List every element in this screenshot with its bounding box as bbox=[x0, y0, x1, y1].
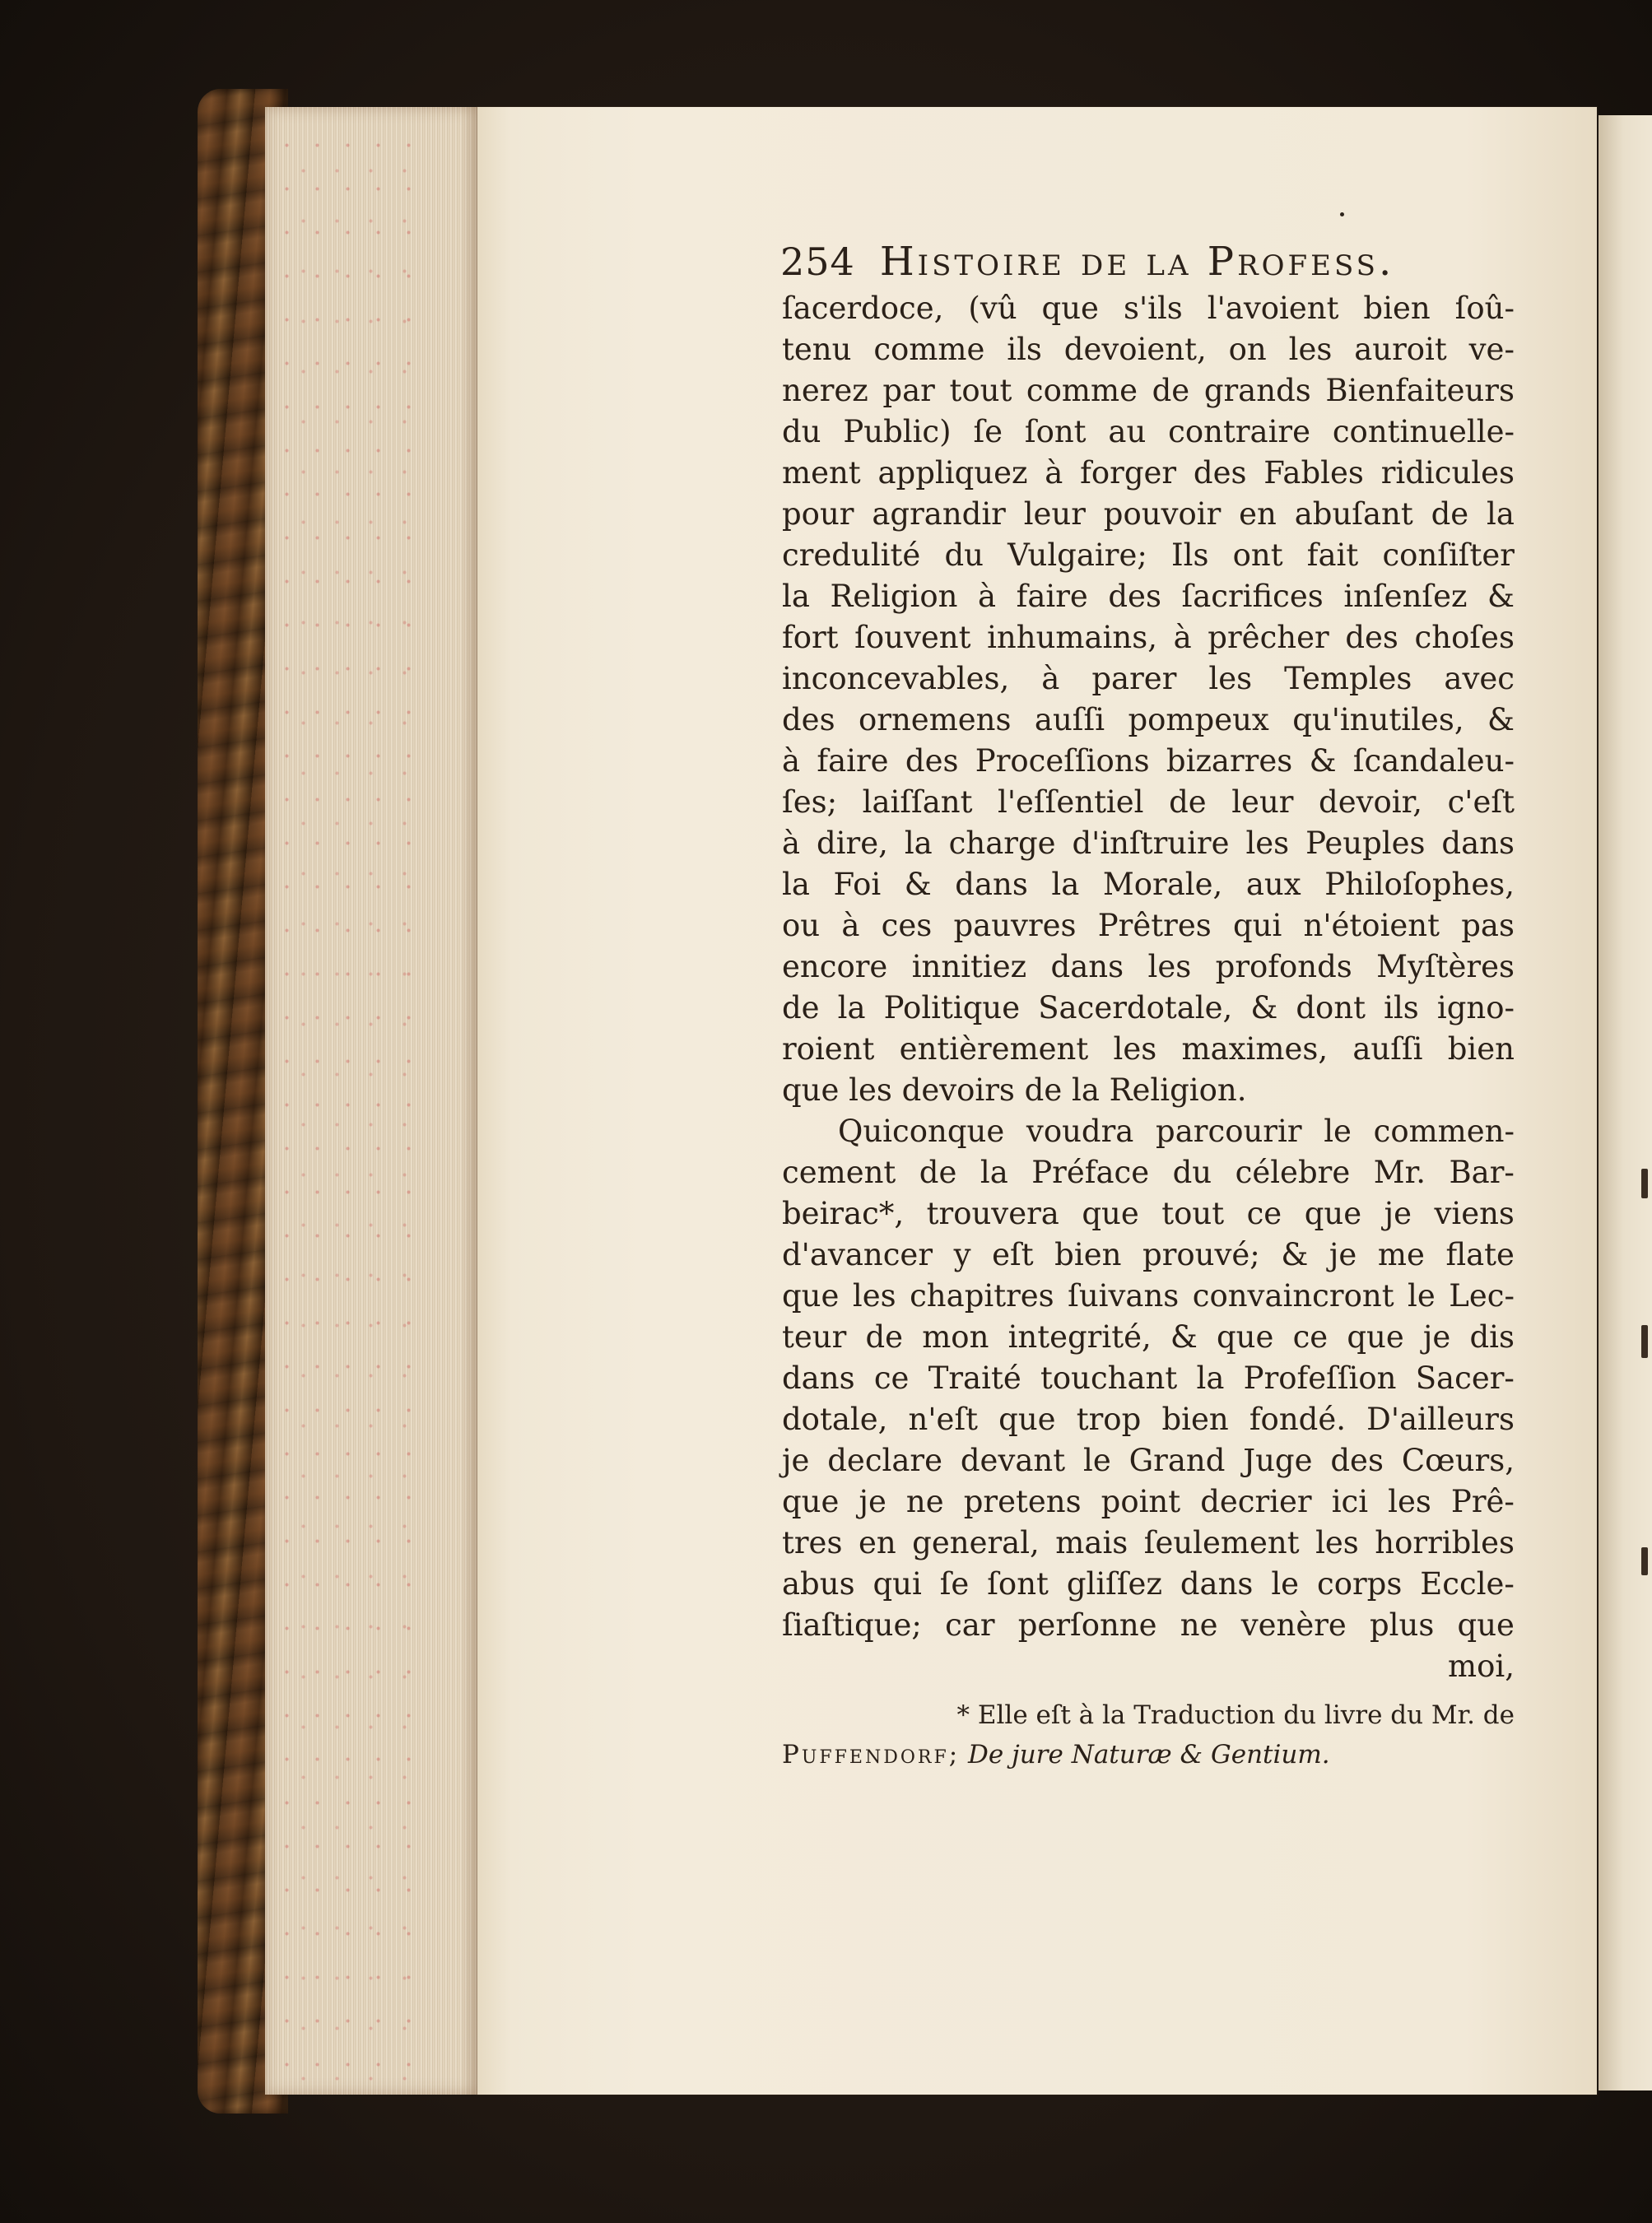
page-number: 254 bbox=[780, 240, 855, 284]
text-line: des ornemens auſſi pompeux qu'inutiles, & bbox=[782, 702, 1515, 737]
running-header bbox=[780, 239, 1488, 288]
text-line: que les devoirs de la Religion. bbox=[782, 1072, 1247, 1108]
text-line: ſes; laiſſant l'eſſentiel de leur devoir, c'eſt bbox=[782, 784, 1515, 820]
text-line: ment appliquez à forger des Fables ridicules bbox=[782, 455, 1515, 491]
text-line: ſiaſtique; car perſonne ne venère plus que bbox=[782, 1607, 1515, 1643]
text-line: inconcevables, à parer les Temples avec bbox=[782, 661, 1515, 696]
footnote-work-title: De jure Naturæ & Gentium. bbox=[968, 1740, 1330, 1770]
text-line: à dire, la charge d'inſtruire les Peuples dans bbox=[782, 825, 1515, 861]
footnote-line bbox=[782, 1735, 1515, 1774]
text-line: tres en general, mais ſeulement les horribles bbox=[782, 1525, 1515, 1560]
text-line: roient entièrement les maximes, auſſi bien bbox=[782, 1031, 1515, 1067]
text-line: la Religion à faire des ſacrifices inſenſez & bbox=[782, 579, 1515, 614]
text-line: nerez par tout comme de grands Bienfaiteurs bbox=[782, 373, 1515, 408]
text-line: credulité du Vulgaire; Ils ont fait conſiſter bbox=[782, 537, 1515, 573]
running-title: Histoire de la Profess. bbox=[879, 239, 1395, 285]
text-line: fort ſouvent inhumains, à prêcher des choſes bbox=[782, 620, 1515, 655]
text-line: la Foi & dans la Morale, aux Philoſophes, bbox=[782, 867, 1515, 902]
text-line: à faire des Proceſſions bizarres & ſcandaleu- bbox=[782, 743, 1515, 779]
ink-speck bbox=[1340, 212, 1344, 216]
text-line: que je ne pretens point decrier ici les Prê- bbox=[782, 1484, 1515, 1519]
text-line: beirac*, trouvera que tout ce que je viens bbox=[782, 1196, 1515, 1231]
text-line: Quiconque voudra parcourir le commen- bbox=[838, 1114, 1515, 1149]
text-line: que les chapitres ſuivans convaincront le Lec- bbox=[782, 1278, 1515, 1314]
text-line: ou à ces pauvres Prêtres qui n'étoient pas bbox=[782, 908, 1515, 943]
text-line: abus qui ſe ſont gliſſez dans le corps Eccle- bbox=[782, 1566, 1515, 1602]
text-line: d'avancer y eſt bien prouvé; & je me flate bbox=[782, 1237, 1515, 1272]
text-line: tenu comme ils devoient, on les auroit ve- bbox=[782, 332, 1515, 367]
facing-page-print-fragment bbox=[1641, 1325, 1648, 1358]
sprinkled-edge-pattern bbox=[272, 123, 436, 2082]
footnote-author: Puffendorf; bbox=[782, 1740, 961, 1770]
text-line: encore innitiez dans les profonds Myſtères bbox=[782, 949, 1515, 984]
body-text bbox=[782, 288, 1515, 1687]
text-line: je declare devant le Grand Juge des Cœurs, bbox=[782, 1443, 1515, 1478]
text-line: moi, bbox=[1448, 1649, 1515, 1684]
facing-page-edge bbox=[1598, 115, 1652, 2090]
facing-page-print-fragment bbox=[1641, 1547, 1648, 1575]
facing-page-print-fragment bbox=[1641, 1169, 1648, 1198]
text-line: dans ce Traité touchant la Profeſſion Sacer- bbox=[782, 1360, 1515, 1396]
text-line: du Public) ſe ſont au contraire continuelle- bbox=[782, 414, 1515, 449]
text-line: pour agrandir leur pouvoir en abuſant de la bbox=[782, 496, 1515, 532]
footnote bbox=[782, 1695, 1515, 1774]
text-line: dotale, n'eſt que trop bien fondé. D'ailleurs bbox=[782, 1402, 1515, 1437]
text-line: ſacerdoce, (vû que s'ils l'avoient bien ſoû- bbox=[782, 291, 1515, 326]
footnote-line: * Elle eſt à la Traduction du livre du Mr. de bbox=[956, 1700, 1515, 1730]
text-line: teur de mon integrité, & que ce que je dis bbox=[782, 1319, 1515, 1355]
text-line: cement de la Préface du célebre Mr. Bar- bbox=[782, 1155, 1515, 1190]
text-line: de la Politique Sacerdotale, & dont ils igno- bbox=[782, 990, 1515, 1025]
